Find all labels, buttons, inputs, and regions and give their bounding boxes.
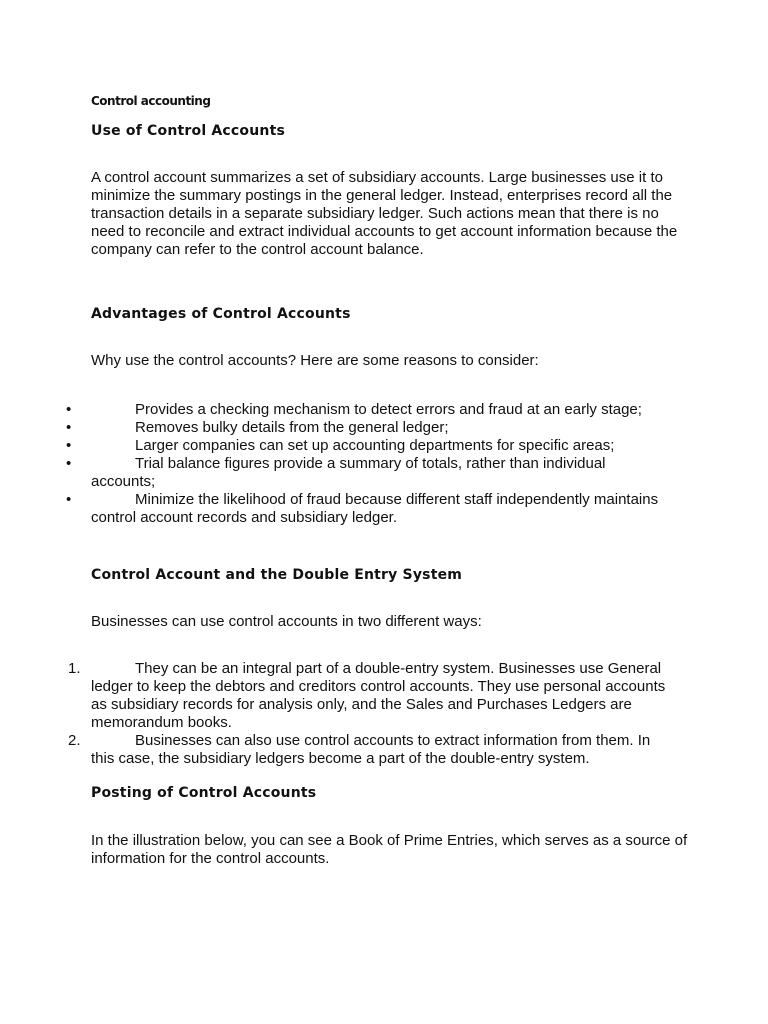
list-item (0, 491, 673, 527)
list-item-text: Minimize the likelihood of fraud because different staff independently maintains control account records and subsidiary ledger. (91, 491, 659, 526)
section-heading-posting: Posting of Control Accounts (91, 785, 317, 801)
list-number: 1. (68, 660, 81, 677)
list-item-text: Larger companies can set up accounting departments for specific areas; (135, 437, 615, 454)
section-heading-double-entry: Control Account and the Double Entry System (91, 567, 463, 583)
bullet-marker: • (66, 419, 72, 436)
list-number: 2. (68, 732, 81, 749)
bullet-marker: • (66, 491, 72, 508)
list-item-text: Businesses can also use control accounts to extract information from them. In this case, the subsidiary ledgers become a part of the double-entry system. (91, 732, 651, 767)
list-item (0, 732, 673, 768)
list-item (0, 455, 673, 491)
double-entry-numbered-list (0, 660, 700, 768)
bullet-marker: • (66, 455, 72, 472)
list-item (0, 401, 673, 419)
list-item-text: Provides a checking mechanism to detect errors and fraud at an early stage; (135, 401, 642, 418)
bullet-marker: • (66, 437, 72, 454)
list-item (0, 660, 673, 732)
list-item (0, 419, 673, 437)
list-item-text: Trial balance figures provide a summary of totals, rather than individual accounts; (91, 455, 606, 490)
section-heading-use-of-control-accounts: Use of Control Accounts (91, 123, 286, 139)
list-item-text: They can be an integral part of a double-entry system. Businesses use General ledger to keep the debtors and creditors control accounts. They use personal accounts as subsidiary records for analysis only, and the Sales and Purchases Ledgers are memorandum books. (91, 660, 666, 731)
bullet-marker: • (66, 401, 72, 418)
section-heading-advantages: Advantages of Control Accounts (91, 306, 351, 322)
section-paragraph-posting: In the illustration below, you can see a Book of Prime Entries, which serves as a source of information for the control accounts. (91, 832, 688, 867)
list-item-text: Removes bulky details from the general ledger; (135, 419, 449, 436)
section-paragraph-advantages: Why use the control accounts? Here are some reasons to consider: (91, 352, 539, 369)
advantages-bullet-list (0, 401, 700, 527)
document-title: Control accounting (91, 94, 211, 108)
section-paragraph-double-entry: Businesses can use control accounts in two different ways: (91, 613, 482, 630)
section-paragraph-use-of-control-accounts: A control account summarizes a set of subsidiary accounts. Large businesses use it to minimize the summary postings in the general ledger. Instead, enterprises record all the transaction details in a separate subsidiary ledger. Such actions mean that there is no need to reconcile and extract individual accounts to get account information because the company can refer to the control account balance. (91, 169, 678, 258)
list-item (0, 437, 673, 455)
